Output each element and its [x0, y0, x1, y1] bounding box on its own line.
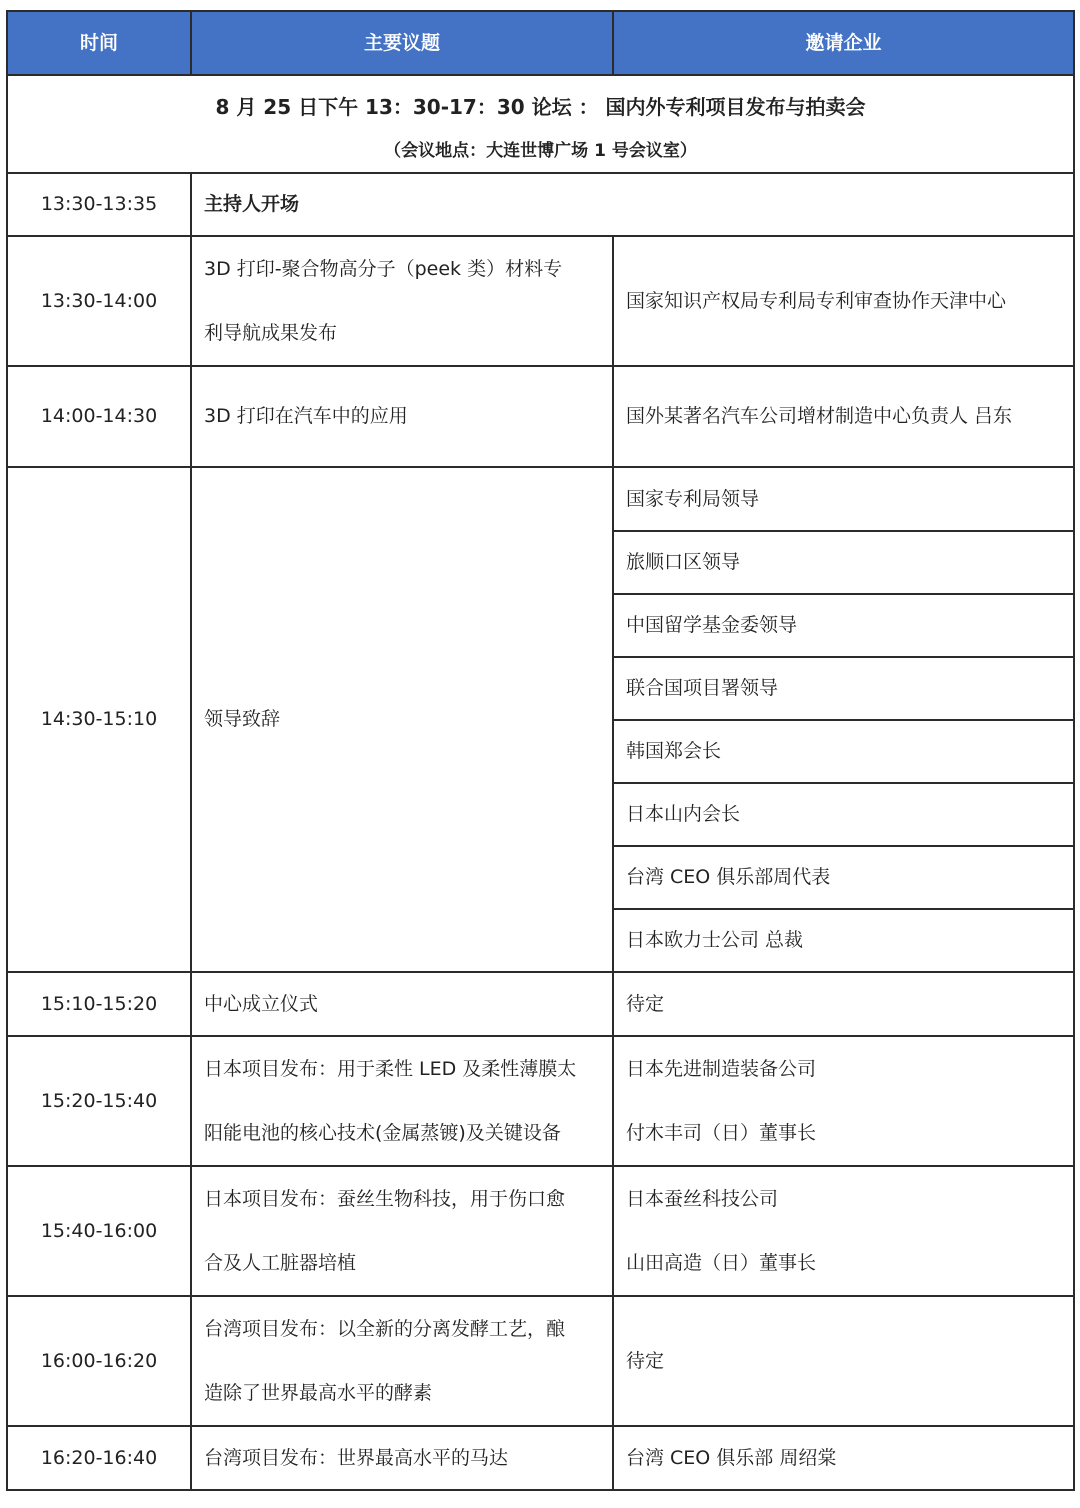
topic-line: 造除了世界最高水平的酵素: [204, 1382, 433, 1404]
row-topic: 主持人开场: [191, 173, 1074, 236]
header-time: 时间: [7, 11, 191, 75]
row-topic: [191, 1166, 613, 1296]
row-time: 14:00-14:30: [7, 366, 191, 467]
row-guest: 待定: [613, 1296, 1074, 1426]
table-row: [7, 1166, 1074, 1296]
guest-cell: 联合国项目署领导: [613, 657, 1074, 720]
row-time: 13:30-13:35: [7, 173, 191, 236]
row-topic: 领导致辞: [191, 467, 613, 972]
guest-cell: 旅顺口区领导: [613, 531, 1074, 594]
table-row: [7, 173, 1074, 236]
topic-line: 3D 打印-聚合物高分子（peek 类）材料专: [204, 258, 563, 280]
row-topic: [191, 1296, 613, 1426]
table-row: [7, 1036, 1074, 1166]
forum-title: 8 月 25 日下午 13：30-17：30 论坛 ： 国内外专利项目发布与拍卖会: [215, 94, 866, 119]
guest-cell: 中国留学基金委领导: [613, 594, 1074, 657]
row-topic: 台湾项目发布：世界最高水平的马达: [191, 1426, 613, 1490]
table-row: [7, 236, 1074, 366]
row-topic: 3D 打印在汽车中的应用: [191, 366, 613, 467]
table-row: [7, 366, 1074, 467]
guest-cell: 日本山内会长: [613, 783, 1074, 846]
row-guest: [613, 1036, 1074, 1166]
guest-line: 日本蚕丝科技公司: [626, 1188, 779, 1210]
guest-cell: 台湾 CEO 俱乐部周代表: [613, 846, 1074, 909]
row-guest: 台湾 CEO 俱乐部 周绍棠: [613, 1426, 1074, 1490]
guest-cell: 国家专利局领导: [613, 467, 1074, 531]
topic-line: 阳能电池的核心技术(金属蒸镀)及关键设备: [204, 1122, 561, 1144]
guest-line: 付木丰司（日）董事长: [626, 1122, 817, 1144]
row-time: 13:30-14:00: [7, 236, 191, 366]
topic-line: 日本项目发布：蚕丝生物科技，用于伤口愈: [204, 1188, 566, 1210]
guest-cell: 韩国郑会长: [613, 720, 1074, 783]
row-guest: 待定: [613, 972, 1074, 1036]
agenda-table: [6, 10, 1075, 1491]
guest-line: 日本先进制造装备公司: [626, 1058, 817, 1080]
row-time: 16:20-16:40: [7, 1426, 191, 1490]
forum-row: [7, 75, 1074, 173]
table-row: [7, 972, 1074, 1036]
guest-line: 山田高造（日）董事长: [626, 1252, 817, 1274]
forum-cell: [7, 75, 1074, 173]
row-time: 15:20-15:40: [7, 1036, 191, 1166]
table-header-row: [7, 11, 1074, 75]
topic-line: 台湾项目发布：以全新的分离发酵工艺，酿: [204, 1318, 566, 1340]
row-guest: 国外某著名汽车公司增材制造中心负责人 吕东: [613, 366, 1074, 467]
row-time: 15:40-16:00: [7, 1166, 191, 1296]
row-time: 14:30-15:10: [7, 467, 191, 972]
row-time: 15:10-15:20: [7, 972, 191, 1036]
row-time: 16:00-16:20: [7, 1296, 191, 1426]
topic-line: 日本项目发布：用于柔性 LED 及柔性薄膜太: [204, 1058, 577, 1080]
row-guest: [613, 1166, 1074, 1296]
row-topic: [191, 236, 613, 366]
row-guest: 国家知识产权局专利局专利审查协作天津中心: [613, 236, 1074, 366]
row-topic: [191, 1036, 613, 1166]
header-topic: 主要议题: [191, 11, 613, 75]
topic-line: 合及人工脏器培植: [204, 1252, 357, 1274]
table-row: [7, 1296, 1074, 1426]
header-guests: 邀请企业: [613, 11, 1074, 75]
table-row: [7, 1426, 1074, 1490]
guest-cell: 日本欧力士公司 总裁: [613, 909, 1074, 972]
forum-venue: （会议地点：大连世博广场 1 号会议室）: [384, 140, 697, 161]
table-row: [7, 467, 1074, 531]
topic-line: 利导航成果发布: [204, 322, 338, 344]
row-topic: 中心成立仪式: [191, 972, 613, 1036]
